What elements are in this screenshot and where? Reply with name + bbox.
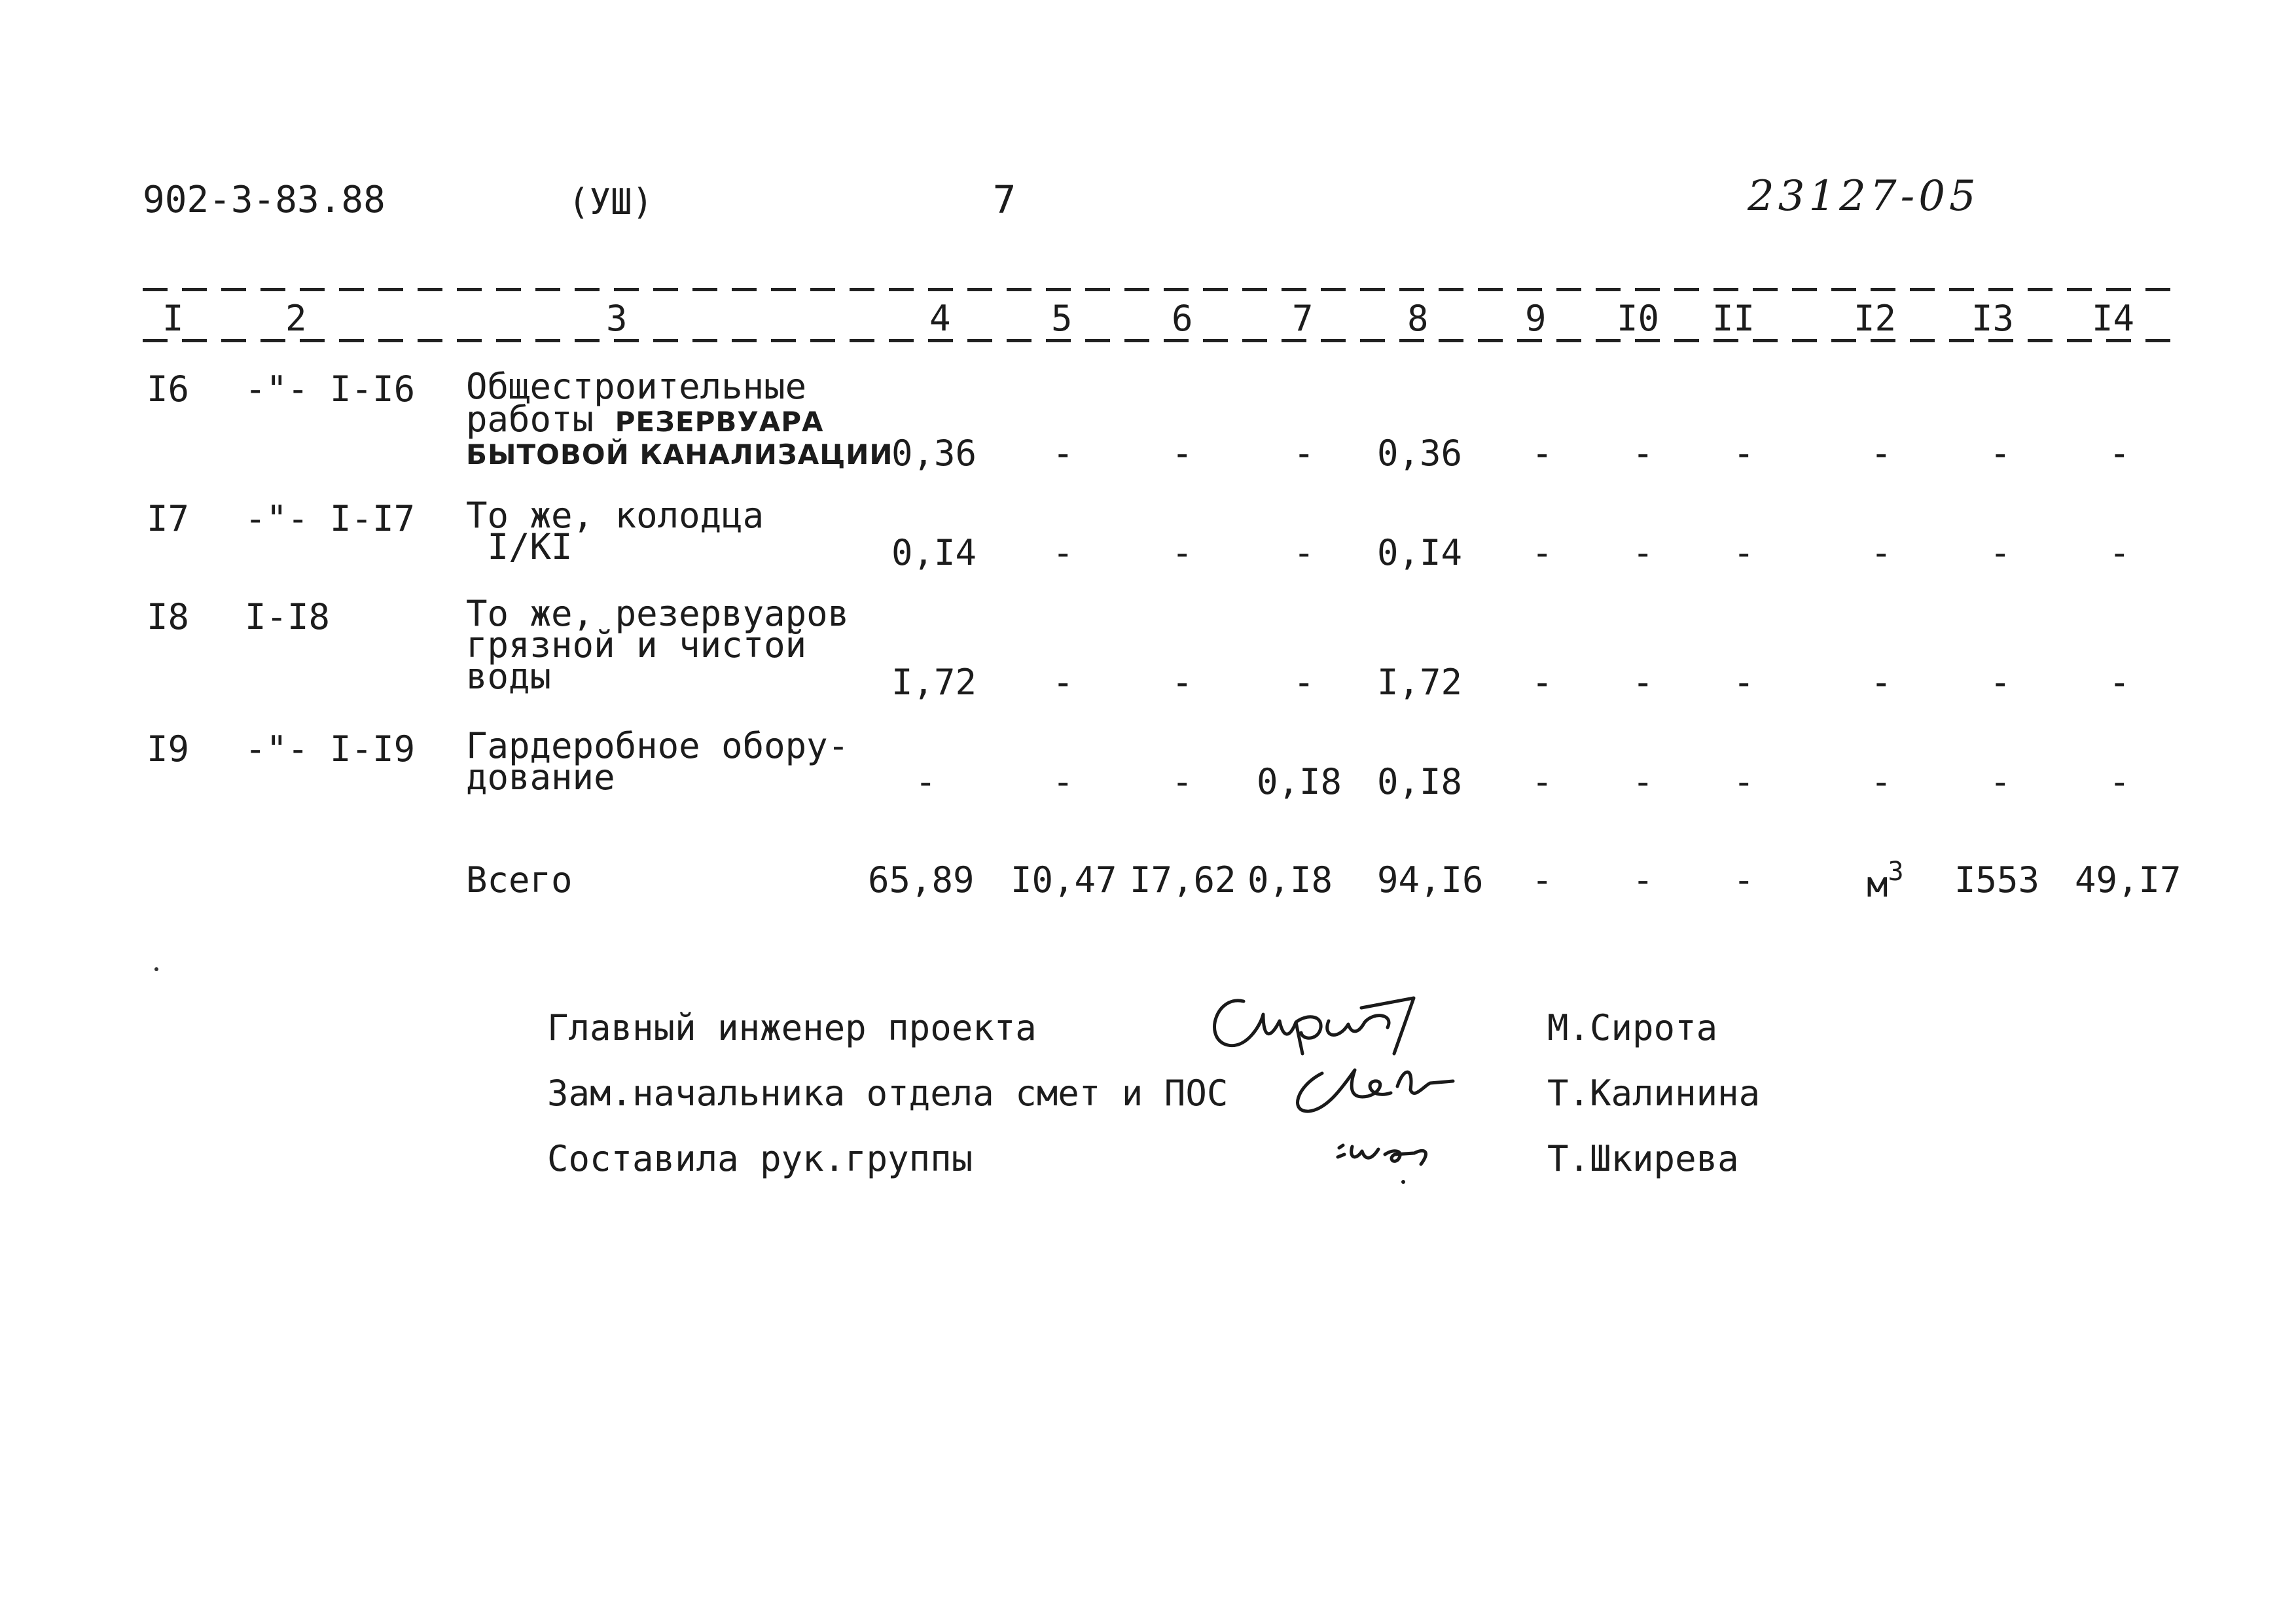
total-col-11: - (1733, 859, 1755, 901)
total-col-8: 94,I6 (1377, 859, 1484, 901)
total-col-10: - (1632, 859, 1654, 901)
row-description: Общестроительные работы РЕЗЕРВУАРА БЫТОВОЙ КАНАЛИЗАЦИИ (466, 366, 893, 471)
cell-col-14: - (2109, 532, 2130, 573)
cell-col-7: - (1293, 433, 1315, 474)
row-number: I9 (147, 728, 190, 770)
cell-col-12: - (1871, 761, 1892, 802)
total-col-9: - (1532, 859, 1553, 901)
cell-col-11: - (1733, 433, 1755, 474)
row-number: I8 (147, 596, 190, 637)
cell-col-13: - (1990, 761, 2011, 802)
total-label: Всего (466, 859, 573, 901)
handwritten-signature-2 (1283, 1060, 1473, 1119)
signature-name: Т.Шкирева (1547, 1138, 1739, 1179)
cell-col-9: - (1532, 532, 1553, 573)
signature-role: Главный инженер проекта (547, 1007, 1037, 1048)
cell-col-11: - (1733, 662, 1755, 703)
column-header-10: I0 (1617, 298, 1660, 339)
column-header-11: II (1712, 298, 1755, 339)
cell-col-7: 0,I8 (1257, 761, 1342, 802)
signature-name: Т.Калинина (1547, 1073, 1761, 1114)
cell-col-14: - (2109, 433, 2130, 474)
cell-col-5: - (1052, 662, 1074, 703)
column-header-4: 4 (929, 298, 951, 339)
total-col-14: 49,I7 (2075, 859, 2181, 901)
cell-col-7: - (1293, 532, 1315, 573)
cell-col-6: - (1172, 761, 1193, 802)
cell-col-4: 0,I4 (891, 532, 977, 573)
cell-col-5: - (1052, 761, 1074, 802)
cell-col-13: - (1990, 662, 2011, 703)
total-col-7: 0,I8 (1247, 859, 1333, 901)
cell-col-10: - (1632, 662, 1654, 703)
page-number: 7 (992, 177, 1016, 222)
column-header-9: 9 (1525, 298, 1547, 339)
cell-col-4: I,72 (891, 662, 977, 703)
total-col-5: I0,47 (1011, 859, 1117, 901)
cell-col-11: - (1733, 761, 1755, 802)
cell-col-5: - (1052, 532, 1074, 573)
column-header-7: 7 (1292, 298, 1314, 339)
total-unit: $м^3$ (1867, 857, 1904, 905)
cell-col-13: - (1990, 433, 2011, 474)
handwritten-signature-3 (1333, 1128, 1450, 1187)
signature-role: Составила рук.группы (547, 1138, 973, 1179)
cell-col-9: - (1532, 761, 1553, 802)
cell-col-4: - (915, 761, 937, 802)
cell-col-8: 0,36 (1377, 433, 1463, 474)
cell-col-4: 0,36 (891, 433, 977, 474)
total-col-13: I553 (1954, 859, 2040, 901)
cell-col-6: - (1172, 532, 1193, 573)
total-col-4: 65,89 (868, 859, 975, 901)
column-header-8: 8 (1407, 298, 1429, 339)
row-description: Гардеробное обору- дование (466, 725, 850, 798)
signature-name: М.Сирота (1547, 1007, 1718, 1048)
row-reference: -"- I-I7 (245, 498, 416, 539)
header-rule-bottom (143, 339, 2179, 342)
signature-role: Зам.начальника отдела смет и ПОС (547, 1073, 1229, 1114)
cell-col-14: - (2109, 662, 2130, 703)
column-header-3: 3 (606, 298, 628, 339)
cell-col-12: - (1871, 433, 1892, 474)
album-number: (УШ) (568, 181, 654, 223)
cell-col-6: - (1172, 662, 1193, 703)
cell-col-8: I,72 (1377, 662, 1463, 703)
column-header-1: I (162, 298, 184, 339)
cell-col-5: - (1052, 433, 1074, 474)
column-header-5: 5 (1051, 298, 1073, 339)
cell-col-6: - (1172, 433, 1193, 474)
cell-col-14: - (2109, 761, 2130, 802)
cell-col-7: - (1293, 662, 1315, 703)
row-number: I7 (147, 498, 190, 539)
stray-dot (154, 967, 158, 971)
column-header-12: I2 (1854, 298, 1897, 339)
row-description: То же, резервуаров грязной и чистой воды (466, 593, 850, 697)
cell-col-10: - (1632, 433, 1654, 474)
cell-col-12: - (1871, 532, 1892, 573)
column-header-6: 6 (1172, 298, 1193, 339)
cell-col-9: - (1532, 662, 1553, 703)
row-number: I6 (147, 368, 190, 410)
column-header-13: I3 (1971, 298, 2015, 339)
cell-col-9: - (1532, 433, 1553, 474)
header-rule-top (143, 288, 2179, 291)
row-reference: I-I8 (245, 596, 331, 637)
cell-col-11: - (1733, 532, 1755, 573)
total-col-6: I7,62 (1130, 859, 1236, 901)
cell-col-12: - (1871, 662, 1892, 703)
column-header-2: 2 (285, 298, 307, 339)
column-header-14: I4 (2092, 298, 2135, 339)
handwritten-signature-1 (1198, 975, 1446, 1067)
cell-col-8: 0,I8 (1377, 761, 1463, 802)
cell-col-10: - (1632, 761, 1654, 802)
row-reference: -"- I-I9 (245, 728, 416, 770)
document-code: 902-3-83.88 (143, 179, 386, 221)
row-reference: -"- I-I6 (245, 368, 416, 410)
inventory-number: 23127-05 (1748, 172, 1980, 221)
cell-col-10: - (1632, 532, 1654, 573)
cell-col-13: - (1990, 532, 2011, 573)
cell-col-8: 0,I4 (1377, 532, 1463, 573)
row-description: То же, колодца I/KI (466, 495, 764, 567)
